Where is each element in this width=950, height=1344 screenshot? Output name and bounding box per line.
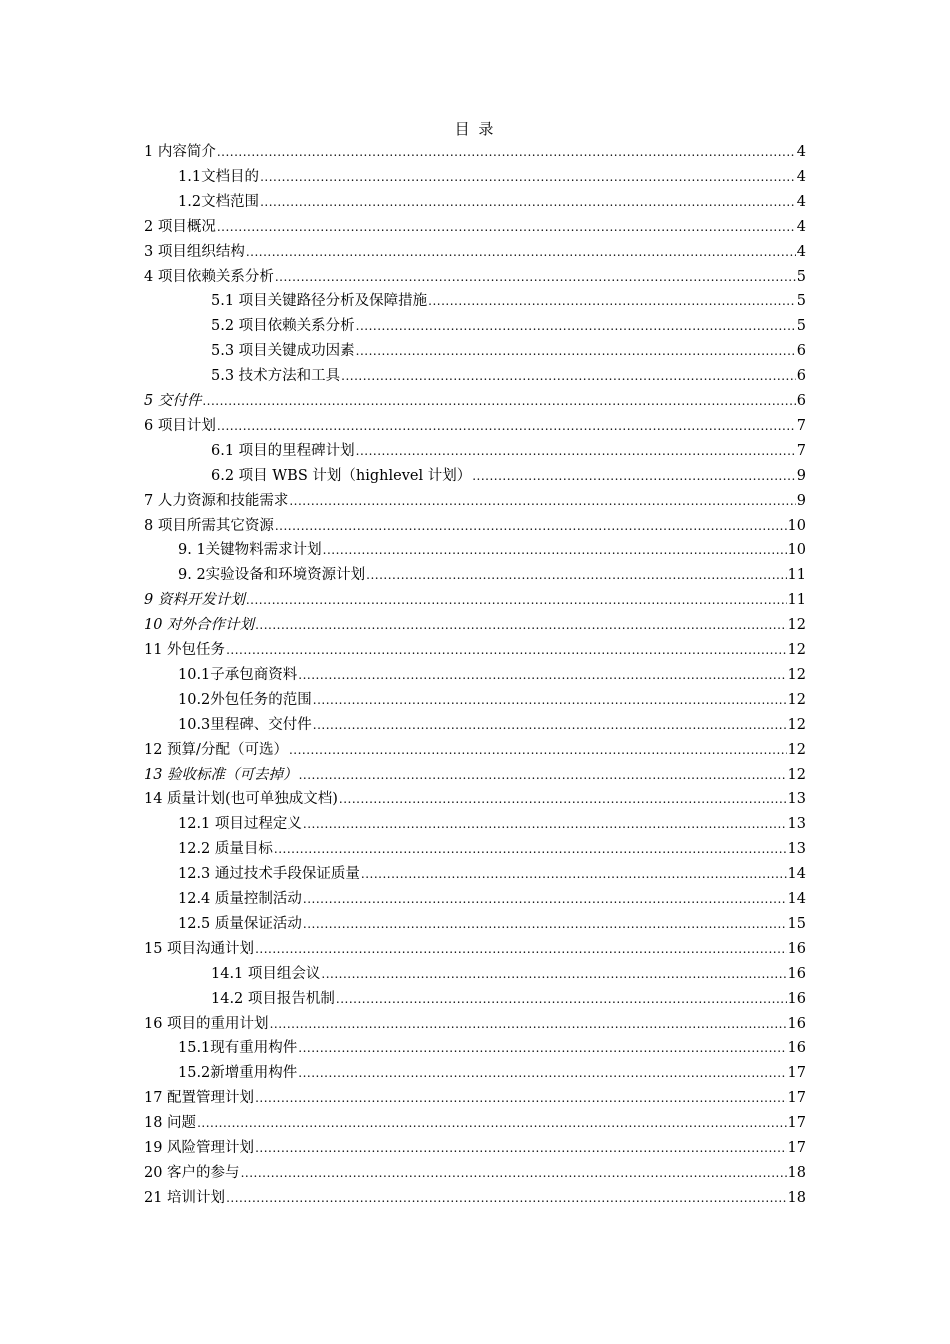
toc-entry[interactable] — [144, 240, 806, 264]
toc-entry-label: 12 预算/分配（可选） — [144, 741, 288, 758]
toc-dot-leader — [255, 613, 786, 637]
toc-entry-label: 现有重用构件 — [210, 1040, 298, 1057]
toc-entry-label: 文档范围 — [201, 193, 260, 210]
toc-entry-label: 15 项目沟通计划 — [144, 940, 255, 957]
toc-dot-leader — [323, 538, 787, 562]
toc-page-number: 4 — [796, 193, 806, 210]
toc-dot-leader — [428, 289, 796, 313]
toc-dot-leader — [298, 1061, 786, 1085]
toc-page-number: 17 — [787, 1140, 806, 1156]
toc-page-number: 4 — [796, 168, 806, 185]
toc-page-number: 11 — [787, 592, 806, 609]
toc-dot-leader — [303, 812, 787, 836]
toc-entry[interactable] — [178, 713, 806, 737]
toc-entry-label: 7 人力资源和技能需求 — [144, 492, 289, 509]
toc-entry[interactable] — [144, 937, 806, 961]
toc-dot-leader — [226, 638, 786, 662]
toc-page-number: 17 — [787, 1115, 806, 1132]
toc-entry-number: 15.2 — [178, 1065, 211, 1082]
toc-entry[interactable] — [144, 414, 806, 438]
toc-entry[interactable] — [144, 215, 806, 239]
toc-entry-label: 6.1 项目的里程碑计划 — [211, 442, 355, 459]
toc-dot-leader — [260, 165, 796, 189]
toc-dot-leader — [275, 265, 796, 289]
toc-entry[interactable] — [211, 439, 806, 463]
toc-entry-label: 16 项目的重用计划 — [144, 1015, 269, 1032]
toc-entry-label: 6 项目计划 — [144, 417, 216, 434]
toc-entry-label: 3 项目组织结构 — [144, 243, 245, 260]
toc-entry-label: 20 客户的参与 — [144, 1164, 240, 1181]
toc-dot-leader — [361, 862, 787, 886]
toc-dot-leader — [246, 588, 787, 612]
toc-dot-leader — [217, 414, 796, 438]
toc-dot-leader — [255, 1136, 786, 1160]
toc-entry[interactable] — [178, 165, 806, 189]
toc-entry-label: 12.1 项目过程定义 — [178, 816, 302, 833]
toc-entry-label: 新增重用构件 — [210, 1065, 298, 1082]
toc-entry-label: 13 验收标准（可去掉） — [144, 766, 298, 783]
toc-dot-leader — [217, 140, 796, 164]
toc-entry-label: 10 对外合作计划 — [144, 617, 255, 634]
toc-entry[interactable] — [178, 688, 806, 712]
toc-dot-leader — [339, 787, 787, 811]
toc-entry-number: 10.2 — [178, 691, 211, 708]
toc-entry[interactable] — [144, 514, 806, 538]
toc-entry-label: 14 质量计划(也可单独成文档) — [144, 791, 338, 808]
toc-entry[interactable] — [178, 887, 806, 911]
toc-dot-leader — [303, 887, 787, 911]
toc-page-number: 6 — [796, 343, 806, 360]
toc-dot-leader — [313, 713, 787, 737]
toc-dot-leader — [289, 489, 795, 513]
toc-entry[interactable] — [178, 812, 806, 836]
toc-entry-number: 10.1 — [178, 666, 211, 683]
toc-entry[interactable] — [178, 1036, 806, 1060]
toc-page-number: 9 — [796, 492, 806, 509]
toc-entry[interactable] — [178, 862, 806, 886]
toc-entry-label: 12.2 质量目标 — [178, 841, 273, 858]
toc-page-number: 5 — [796, 293, 806, 310]
toc-page-number: 16 — [787, 1015, 806, 1032]
toc-entry-label: 6.2 项目 WBS 计划（highlevel 计划） — [211, 467, 472, 484]
toc-entry-label: 外包任务的范围 — [210, 691, 312, 708]
toc-page-number: 16 — [787, 1040, 806, 1057]
toc-page-number: 13 — [787, 791, 806, 808]
toc-entry-number: 1.2 — [178, 193, 202, 210]
toc-entry-label: 文档目的 — [201, 168, 260, 185]
toc-entry[interactable] — [144, 1086, 806, 1110]
toc-page-number: 5 — [796, 318, 806, 335]
toc-page-number: 6 — [796, 368, 806, 385]
toc-entry[interactable] — [211, 364, 806, 388]
toc-entry-label: 关键物料需求计划 — [205, 542, 322, 559]
toc-entry[interactable] — [178, 912, 806, 936]
toc-dot-leader — [202, 389, 795, 413]
toc-title: 目 录 — [454, 120, 496, 138]
toc-entry-label: 1 内容简介 — [144, 144, 216, 160]
toc-entry[interactable] — [211, 987, 806, 1011]
toc-page-number: 17 — [787, 1065, 806, 1082]
toc-dot-leader — [299, 763, 787, 787]
toc-page-number: 16 — [787, 990, 806, 1007]
toc-entry-label: 11 外包任务 — [144, 642, 226, 658]
toc-entry[interactable] — [144, 613, 806, 637]
toc-entry-label: 5.3 项目关键成功因素 — [211, 343, 355, 360]
toc-entry[interactable] — [144, 140, 806, 164]
toc-entry[interactable] — [144, 265, 806, 289]
toc-entry-number: 1.1 — [178, 168, 202, 185]
toc-entry-label: 5 交付件 — [144, 393, 202, 409]
toc-dot-leader — [260, 190, 796, 214]
toc-dot-leader — [246, 240, 796, 264]
toc-page-number: 12 — [787, 691, 806, 708]
toc-entry[interactable] — [178, 190, 806, 214]
toc-page-number: 4 — [796, 144, 806, 160]
toc-page-number: 14 — [787, 891, 806, 907]
toc-entry[interactable] — [178, 563, 806, 587]
toc-entry-label: 5.3 技术方法和工具 — [211, 368, 341, 385]
toc-dot-leader — [289, 738, 787, 762]
toc-entry[interactable] — [144, 1111, 806, 1135]
toc-page-number: 18 — [787, 1189, 806, 1206]
toc-page-number: 5 — [796, 268, 806, 285]
toc-dot-leader — [341, 364, 796, 388]
toc-entry[interactable] — [144, 787, 806, 811]
toc-entry-number: 9. 1 — [178, 542, 206, 559]
toc-page-number: 12 — [787, 617, 806, 634]
toc-entry-label: 9 资料开发计划 — [144, 592, 245, 609]
toc-page-number: 12 — [787, 666, 806, 683]
toc-page-number: 11 — [787, 567, 806, 584]
toc-dot-leader — [321, 962, 786, 986]
toc-page-number: 13 — [787, 816, 806, 833]
toc-dot-leader — [255, 1086, 786, 1110]
toc-entry-number: 10.3 — [178, 716, 211, 733]
toc-dot-leader — [336, 987, 787, 1011]
toc-entry-label: 4 项目依赖关系分析 — [144, 268, 274, 285]
toc-entry-label: 14.2 项目报告机制 — [211, 990, 335, 1007]
toc-entry-label: 19 风险管理计划 — [144, 1140, 255, 1156]
toc-dot-leader — [356, 339, 796, 363]
toc-dot-leader — [356, 314, 796, 338]
toc-entry-label: 子承包商资料 — [210, 666, 298, 683]
toc-entry[interactable] — [178, 538, 806, 562]
toc-entry[interactable] — [211, 464, 806, 488]
toc-dot-leader — [197, 1111, 786, 1135]
toc-entry[interactable] — [211, 314, 806, 338]
toc-entry[interactable] — [144, 763, 806, 787]
toc-entry[interactable] — [178, 837, 806, 861]
toc-entry-label: 2 项目概况 — [144, 218, 216, 235]
toc-entry-label: 18 问题 — [144, 1115, 197, 1132]
toc-dot-leader — [472, 464, 796, 488]
toc-page-number: 12 — [787, 642, 806, 658]
toc-page-number: 4 — [796, 243, 806, 260]
toc-dot-leader — [366, 563, 786, 587]
toc-page-number: 7 — [796, 417, 806, 434]
toc-entry[interactable] — [178, 1061, 806, 1085]
toc-entry[interactable] — [144, 738, 806, 762]
toc-page-number: 16 — [787, 965, 806, 982]
toc-entry-label: 实验设备和环境资源计划 — [205, 567, 366, 584]
toc-entry-label: 12.5 质量保证活动 — [178, 915, 302, 932]
toc-entry-label: 5.1 项目关键路径分析及保障措施 — [211, 293, 428, 310]
toc-page-number: 12 — [787, 766, 806, 783]
toc-entry[interactable] — [144, 389, 806, 413]
toc-entry-label: 8 项目所需其它资源 — [144, 517, 274, 534]
toc-dot-leader — [298, 1036, 786, 1060]
toc-entry[interactable] — [178, 663, 806, 687]
toc-entry-label: 14.1 项目组会议 — [211, 965, 321, 982]
toc-page-number: 12 — [787, 716, 806, 733]
toc-entry-number: 9. 2 — [178, 567, 206, 584]
toc-dot-leader — [226, 1186, 786, 1210]
toc-dot-leader — [275, 514, 787, 538]
toc-page-number: 12 — [787, 741, 806, 758]
toc-entry[interactable] — [144, 638, 806, 662]
toc-entry[interactable] — [144, 1136, 806, 1160]
toc-page-number: 9 — [796, 467, 806, 484]
toc-dot-leader — [303, 912, 787, 936]
toc-page-number: 10 — [787, 517, 806, 534]
toc-entry[interactable] — [211, 339, 806, 363]
toc-dot-leader — [298, 663, 786, 687]
toc-dot-leader — [274, 837, 787, 861]
toc-page-number: 10 — [787, 542, 806, 559]
toc-dot-leader — [217, 215, 796, 239]
toc-dot-leader — [255, 937, 786, 961]
toc-page-number: 17 — [787, 1090, 806, 1107]
toc-page-number: 13 — [787, 841, 806, 858]
toc-entry[interactable] — [211, 289, 806, 313]
toc-entry-label: 17 配置管理计划 — [144, 1090, 255, 1107]
toc-dot-leader — [313, 688, 787, 712]
toc-entry[interactable] — [144, 1186, 806, 1210]
toc-entry[interactable] — [144, 1161, 806, 1185]
toc-page-number: 14 — [787, 866, 806, 883]
toc-entry-label: 12.4 质量控制活动 — [178, 891, 302, 907]
toc-entry-number: 15.1 — [178, 1040, 211, 1057]
toc-entry-label: 21 培训计划 — [144, 1189, 226, 1206]
toc-page-number: 15 — [787, 915, 806, 932]
toc-dot-leader — [241, 1161, 787, 1185]
toc-page-number: 16 — [787, 940, 806, 957]
toc-entry-label: 里程碑、交付件 — [210, 716, 312, 733]
toc-dot-leader — [356, 439, 796, 463]
toc-page-number: 4 — [796, 218, 806, 235]
toc-dot-leader — [270, 1012, 787, 1036]
toc-entry[interactable] — [144, 1012, 806, 1036]
toc-entry-label: 5.2 项目依赖关系分析 — [211, 318, 355, 335]
toc-page-number: 18 — [787, 1164, 806, 1181]
toc-entry[interactable] — [144, 489, 806, 513]
toc-page-number: 6 — [796, 393, 806, 409]
toc-page-number: 7 — [796, 442, 806, 459]
toc-entry[interactable] — [211, 962, 806, 986]
toc-entry-label: 12.3 通过技术手段保证质量 — [178, 866, 360, 883]
toc-entry[interactable] — [144, 588, 806, 612]
